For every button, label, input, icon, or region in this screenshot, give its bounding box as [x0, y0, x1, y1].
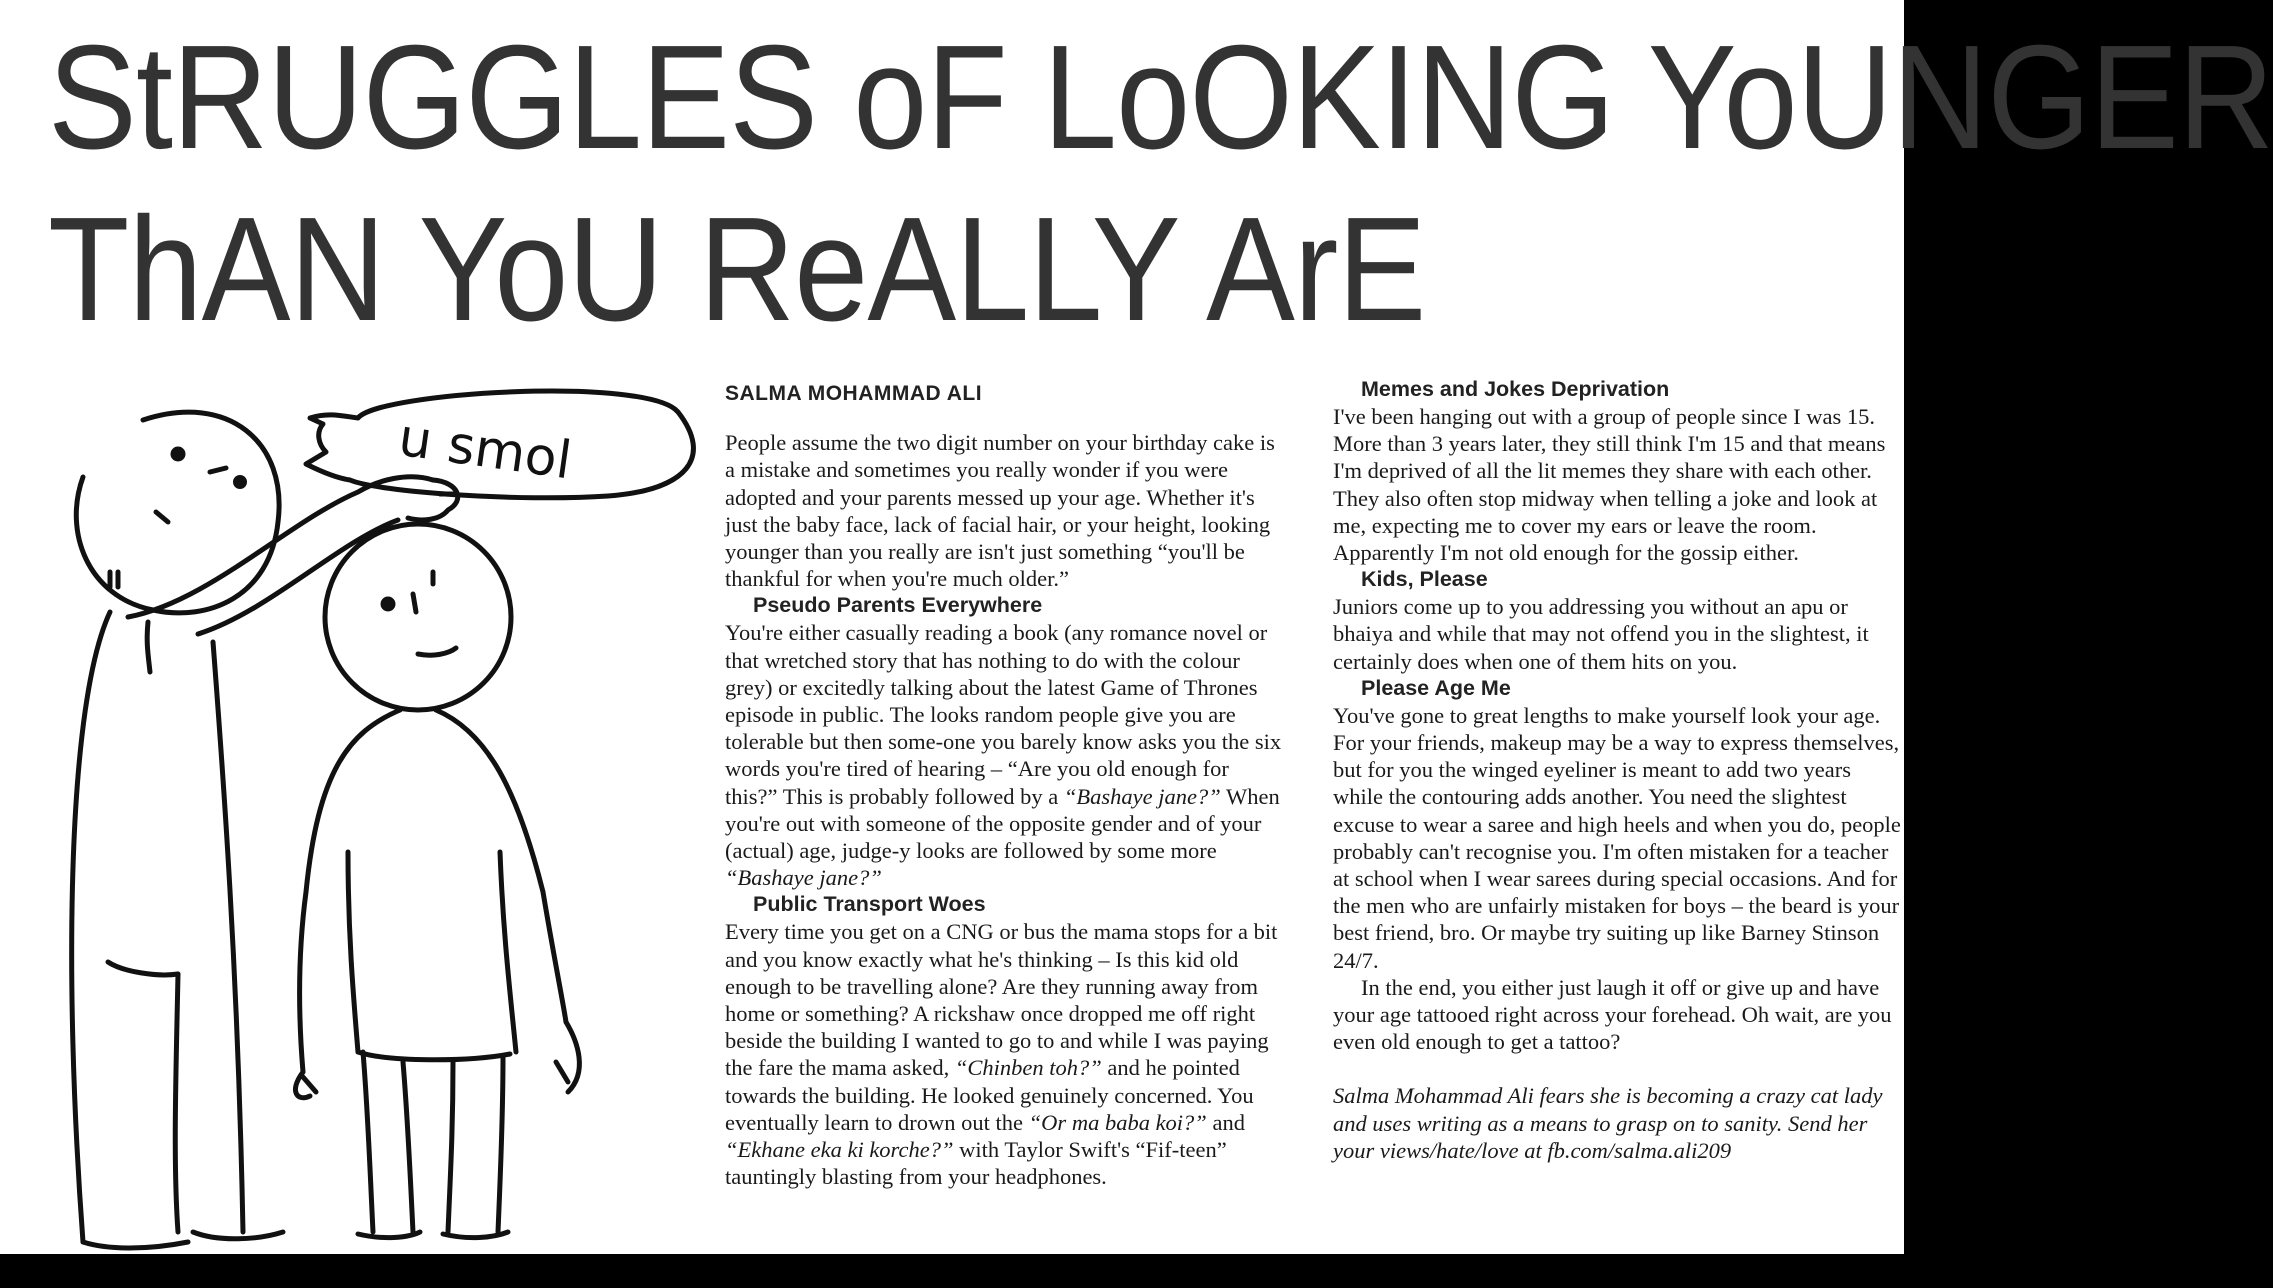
article-column-2 — [1333, 372, 1903, 1164]
kids-please-paragraph: Juniors come up to you addressing you without an apu or bhaiya and while that may not offend you in the slightest, it certainly does when one of them hits on you. — [1333, 594, 1869, 674]
subheading-pseudo-parents: Pseudo Parents Everywhere — [753, 593, 1043, 618]
byline: SALMA MOHAMMAD ALI — [725, 382, 983, 405]
tall-figure-head — [76, 412, 279, 613]
intro-paragraph: People assume the two digit number on your birthday cake is a mistake and sometimes you really wonder if you were adopted and your parents messed up your age. Whether it's just the baby face, lack of facial hair, or your height, looking younger than you really are isn't just something “you'll be thankful for when you're much older.” — [725, 430, 1275, 592]
subheading-memes: Memes and Jokes Deprivation — [1361, 377, 1670, 401]
subheading-kids-please: Kids, Please — [1361, 567, 1488, 592]
subheading-please-age-me: Please Age Me — [1361, 675, 1511, 700]
subheading-public-transport: Public Transport Woes — [753, 892, 986, 917]
public-transport-paragraph: Every time you get on a CNG or bus the mama stops for a bit and you know exactly what he's thinking – Is this kid old enough to be travelling alone? Are they running away from home or something? A rickshaw once dropped me off right beside the building I wanted to go to and while I was paying the fare the mama asked, “Chinben toh?” and he pointed towards the building. He looked genuinely concerned. You eventually learn to drown out the “Or ma baba koi?” and “Ekhane eka ki korche?” with Taylor Swift's “Fif-teen” tauntingly blasting from your headphones. — [725, 919, 1278, 1190]
please-age-me-paragraph: You've gone to great lengths to make yourself look your age. For your friends, makeup may be a way to express themselves, but for you the winged eyeliner is meant to add two years while the contouring adds another. You need the slightest excuse to wear a saree and high heels and when you do, people probably can't recognise you. I'm often mistaken for a teacher at school when I wear sarees during special occasions. And for the men who are unfairly mistaken for boys – the beard is your best friend, bro. Or maybe try suiting up like Barney Stinson 24/7. — [1333, 702, 1901, 973]
speech-text: u smol — [394, 407, 576, 492]
cartoon-illustration — [48, 372, 688, 1256]
hand-on-head — [408, 480, 458, 520]
article-column-1 — [725, 372, 1285, 1190]
author-bio: Salma Mohammad Ali fears she is becoming a crazy cat lady and uses writing as a means to grasp on to sanity. Send her your views/hate/love at fb.com/salma.ali209 — [1333, 1083, 1883, 1163]
pseudo-parents-paragraph: You're either casually reading a book (any romance novel or that wretched story that has nothing to do with the colour grey) or excitedly talking about the latest Game of Thrones episode in public. The looks random people give you are tolerable but then some-one you barely know asks you the six words you're tired of hearing – “Are you old enough for this?” This is probably followed by a “Bashaye jane?” When you're out with someone of the opposite gender and of your (actual) age, judge-y looks are followed by some more “Bashaye jane?” — [725, 620, 1282, 891]
closing-paragraph: In the end, you either just laugh it off or give up and have your age tattooed right across your forehead. Oh wait, are you even old enough to get a tattoo? — [1333, 974, 1892, 1055]
short-figure-head — [325, 524, 511, 710]
tall-figure-body — [72, 612, 110, 1242]
memes-paragraph: I've been hanging out with a group of people since I was 15. More than 3 years later, they still think I'm 15 and that means I'm deprived of all the lit memes they share with each other. They also often stop midway when telling a joke and look at me, expecting me to cover my ears or leave the room. Apparently I'm not old enough for the gossip either. — [1333, 404, 1886, 566]
headline-line-1: StRUGGLES oF LoOKING YoUNGER — [48, 15, 2273, 180]
headline-line-2: ThAN YoU ReALLY ArE — [48, 187, 1426, 352]
headline — [48, 12, 2273, 356]
